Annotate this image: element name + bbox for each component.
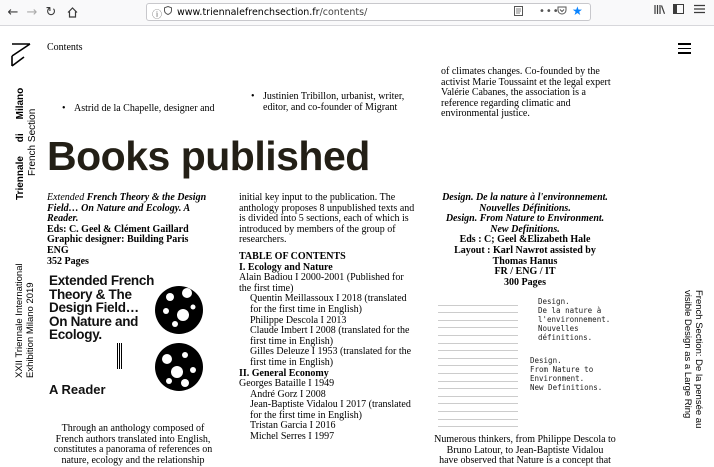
exhibition-label: XXII Triennale International Exhibition Milano 2019 [14,263,36,378]
url-text: www.triennalefrenchsection.fr/contents/ [177,7,368,18]
pocket-icon[interactable] [557,6,567,18]
cover-toc-preview [438,298,518,427]
book1-cover-image [47,272,202,412]
barcode [117,343,123,369]
shield-icon[interactable] [164,6,172,18]
list-item: • Astrid de la Chapelle, designer and [74,103,215,114]
right-sidebar-label: French Section: De la pensée au visible Design as a Large Ring [682,290,704,429]
info-icon[interactable]: ⓘ [152,10,162,21]
back-icon[interactable]: ← [7,5,19,20]
french-section-label: French Section [27,108,38,176]
browser-toolbar [0,0,714,26]
cover-title-fr: Design. De la nature à l'environnement. Nouvelles définitions. [538,297,611,342]
list-item: • Justinien Tribillon, urbanist, writer, editor, and co-founder of Migrant [263,91,404,113]
menu-icon[interactable] [694,4,705,17]
association-text: of climates changes. Co-founded by the activist Marie Toussaint et the legal expert Valérie Cabanes, the association is a reference regarding climatic and environmental justice. [441,66,611,120]
address-bar[interactable] [146,3,591,21]
reader-view-icon[interactable] [514,6,523,19]
page-title: Books published [47,133,370,179]
site-logo-icon[interactable] [10,42,32,73]
home-icon[interactable] [63,4,81,21]
more-icon[interactable]: ••• [539,6,560,17]
contents-link[interactable]: Contents [47,42,83,53]
cover-subtitle: A Reader [49,382,106,397]
bookmark-star-icon[interactable]: ★ [572,4,583,18]
cover-title: Extended French Theory & The Design Field… On Nature and Ecology. [49,273,155,342]
book2-cover-image [430,293,617,413]
anthology-text: initial key input to the publication. The anthology proposes 8 unpublished texts and is divided into 5 sections, each of which is introduced by members of the group of researchers. TABLE OF CONTENTS I. Ecology and Nature Alain Badiou I 2000-2001 (Published for the first time) Quentin Meillassoux I 2018 (translated for the first time in English) Philippe Descola I 2013 Claude Imbert I 2008 (translated for the first time in English) Gilles Deleuze I 1953 (translated for the first time in English) II. General Economy Georges Bataille I 1949 André Gorz I 2008 Jean-Baptiste Vidalou I 2017 (translated for the first time in English) Tristan Garcia I 2016 Michel Serres I 1997 [239,192,415,443]
book1-info: Extended French Theory & the Design Field… On Nature and Ecology. A Reader. Eds: C. Geel & Clément Gaillard Graphic designer: Building Paris ENG 352 Pages [47,192,207,267]
cover-graphic-icon [155,277,203,401]
cover-title-en: Design. From Nature to Environment. New Definitions. [530,356,603,392]
forward-icon[interactable]: → [26,5,38,20]
reload-icon[interactable]: ↻ [45,5,57,20]
library-icon[interactable] [654,4,666,18]
book1-description: Through an anthology composed of French authors translated into English, constitutes a panorama of references on nature, ecology and the relationship [53,423,213,466]
sidebar-toggle-icon[interactable] [673,4,684,17]
book2-info: Design. De la nature à l'environnement. Nouvelles Définitions. Design. From Nature to Environment. New Definitions. Eds : C; Geel &Elizabeth Hale Layout : Karl Nawrot assisted by Thomas Hanus FR / ENG / IT 300 Pages [442,192,608,288]
festival-name: Triennale di Milano [15,87,26,200]
hamburger-menu-icon[interactable] [678,43,691,57]
book2-description: Numerous thinkers, from Philippe Descola to Bruno Latour, to Jean-Baptiste Vidalou have observed that Nature is a concept that [434,434,616,467]
